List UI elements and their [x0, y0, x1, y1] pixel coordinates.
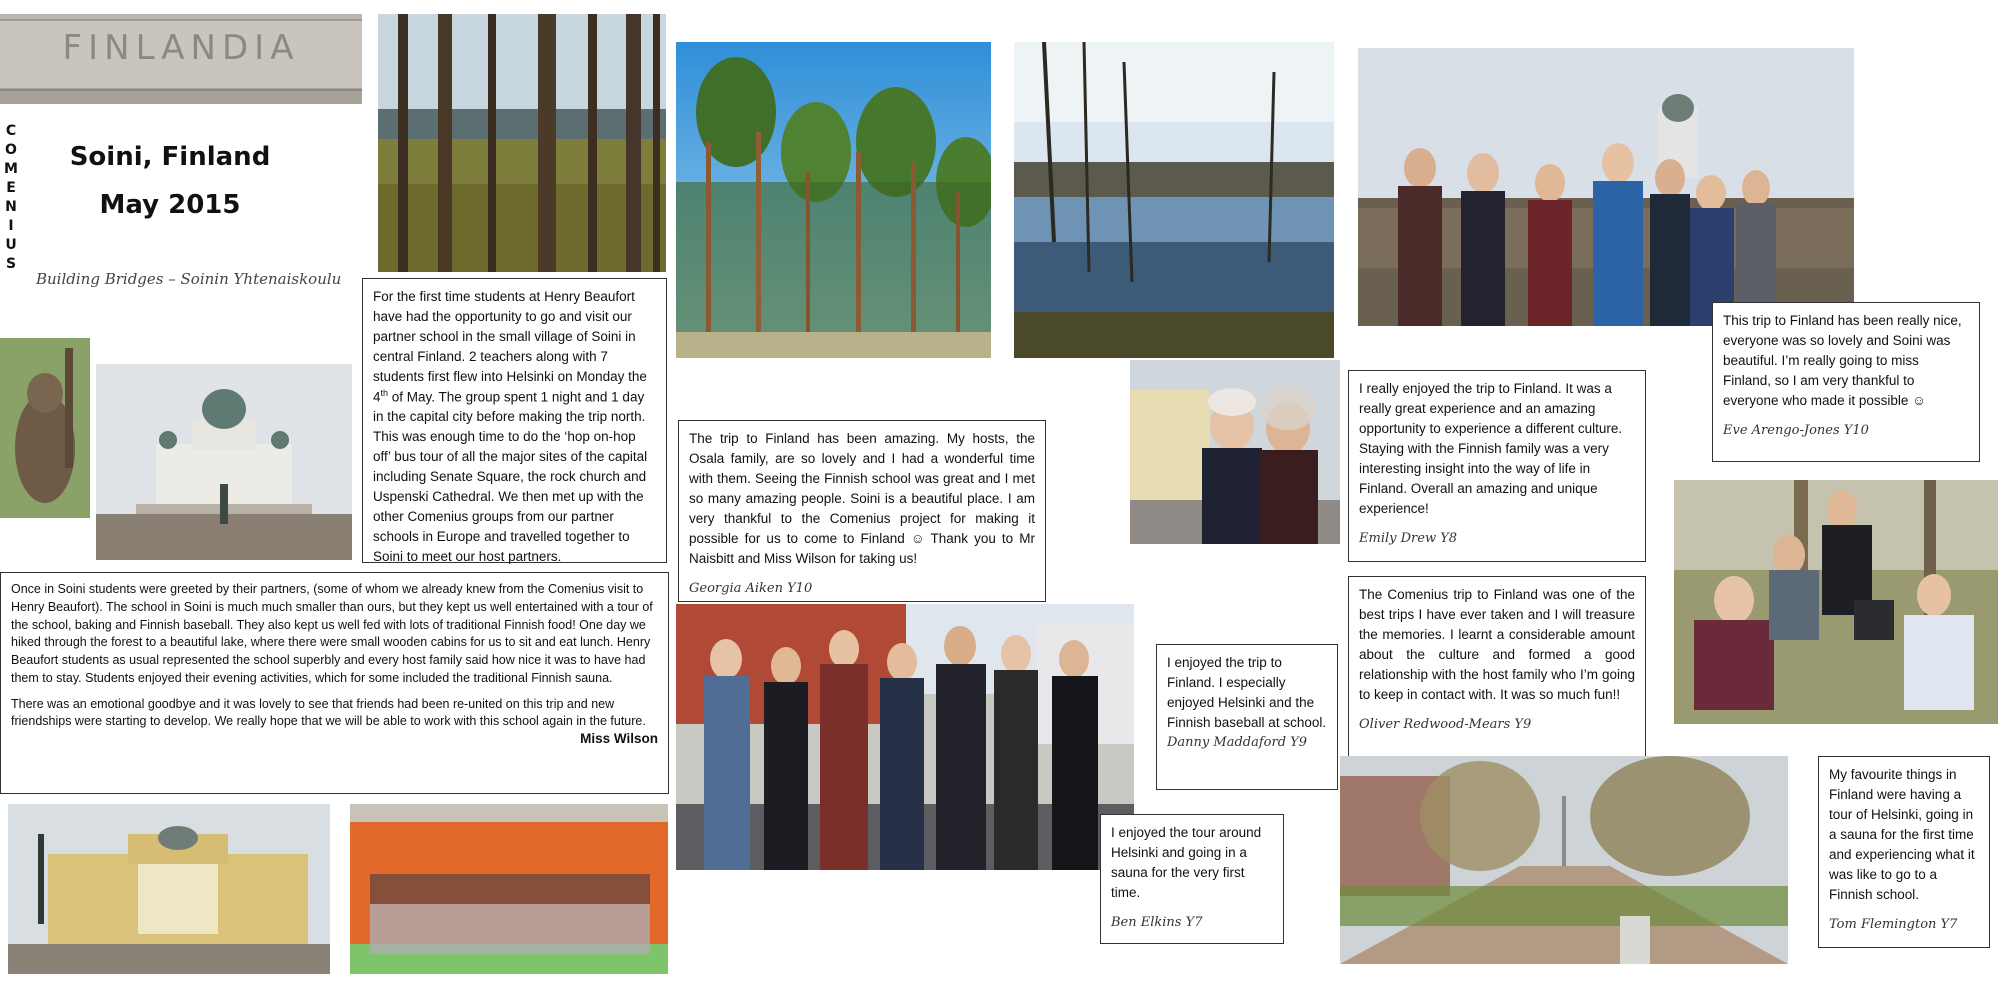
quote-text: I enjoyed the tour around Helsinki and going in a sauna for the very first time. — [1111, 825, 1262, 900]
group-photo-school — [676, 604, 1134, 870]
vertical-letter: O — [5, 142, 17, 158]
quote-ben — [1100, 814, 1284, 944]
soini-article — [0, 572, 669, 794]
quote-author: Georgia Aiken Y10 — [689, 580, 813, 596]
intro-article — [362, 278, 667, 563]
quote-author: Emily Drew Y8 — [1359, 530, 1458, 546]
quote-tom — [1818, 756, 1990, 948]
vertical-letter: M — [4, 161, 18, 177]
quote-text: This trip to Finland has been really nice, everyone was so lovely and Soini was beautiful. I’m really going to miss Finland, so I am very thankful to everyone who made it possible ☺ — [1723, 313, 1962, 408]
group-photo-helsinki — [1358, 48, 1854, 326]
article-author: Miss Wilson — [580, 731, 658, 746]
quote-author: Tom Flemington Y7 — [1829, 916, 1958, 932]
vertical-letter: N — [5, 199, 17, 215]
quote-eve — [1712, 302, 1980, 462]
intro-text-part1: For the first time students at Henry Beaufort have had the opportunity to go and visit our partner school in the small village of Soini in central Finland. 2 teachers along with 7 students first flew into Helsinki on Monday the 4 — [373, 289, 647, 405]
vertical-letter: I — [8, 218, 14, 234]
intro-ordinal-suffix: th — [380, 387, 389, 398]
quote-author: Oliver Redwood-Mears Y9 — [1359, 716, 1532, 732]
students-forest-photo — [1674, 480, 1998, 724]
article-paragraph: Once in Soini students were greeted by their partners, (some of whom we already knew from the Comenius visit to Henry Beaufort). The school in Soini is much much smaller than ours, but they kept us well entertained with a tour of the school, baking and Finnish baseball. They also kept us well fed with lots of traditional Finnish food! One day we hiked through the forest to a beautiful lake, where there were small wooden cabins for us to sit and eat lunch. Henry Beaufort students as usual represented the school superbly and every host family said how nice it was to have had them to stay. Students enjoyed their evening activities, which for some included the traditional Finnish sauna. — [11, 582, 653, 685]
senate-square-photo — [8, 804, 330, 974]
quote-text: The Comenius trip to Finland was one of the best trips I have ever taken and I will treasure the memories. I learnt a considerable amount about the culture and formed a good relationship with the host family who I’m going to keep in contact with. It was so much fun!! — [1359, 587, 1635, 702]
quote-author: Ben Elkins Y7 — [1111, 914, 1203, 930]
forest-lake-photo — [378, 14, 666, 272]
quote-oliver — [1348, 576, 1646, 772]
page-subtitle-date: May 2015 — [99, 190, 241, 220]
monument-lettering: FINLANDIA — [62, 28, 300, 68]
quote-georgia — [678, 420, 1046, 602]
quote-text: The trip to Finland has been amazing. My hosts, the Osala family, are so lovely and I had a wonderful time with them. Seeing the Finnish school was great and I met so many amazing people. Soini is a beautiful place. I am very thankful to the Comenius project for making it possible for us to come to Finland ☺ Thank you to Mr Naisbitt and Miss Wilson for taking us! — [689, 431, 1035, 566]
vertical-letter: U — [5, 237, 17, 253]
large-group-photo — [350, 804, 668, 974]
quote-text: I really enjoyed the trip to Finland. It was a really great experience and an amazing opportunity to experience a different culture. Staying with the Finnish family was a very interesting insight into the way of life in Finland. Overall an amazing and unique experience! — [1359, 381, 1623, 516]
two-girls-photo — [1130, 360, 1340, 544]
vertical-letter: S — [5, 256, 17, 272]
article-paragraph: There was an emotional goodbye and it was lovely to see that friends had been re-united on this trip and new friendships were starting to develop. We really hope that we will be able to work with this school again in the future. — [11, 696, 646, 729]
page-tagline: Building Bridges – Soinin Yhtenaiskoulu — [36, 270, 342, 288]
helsinki-esplanade-photo — [1340, 756, 1788, 964]
vertical-letter: C — [5, 123, 17, 139]
quote-text: My favourite things in Finland were having a tour of Helsinki, going in a sauna for the first time and experiencing what it was like to go to a Finnish school. — [1829, 767, 1975, 902]
reflective-lake-photo — [1014, 42, 1334, 358]
quote-author: Eve Arengo-Jones Y10 — [1723, 422, 1869, 438]
intro-text-part2: of May. The group spent 1 night and 1 day in the capital city before making the trip north. This was enough time to do the ‘hop on-hop off’ bus tour of all the major sites of the capital including Senate Square, the rock church and Uspenski Cathedral. We then met up with the other Comenius groups from our partner schools in Europe and travelled together to Soini to meet our host partners. — [373, 389, 648, 565]
quote-text: I enjoyed the trip to Finland. I especially enjoyed Helsinki and the Finnish baseball at school. — [1167, 655, 1327, 730]
quote-danny — [1156, 644, 1338, 790]
wooden-carving-photo — [0, 338, 90, 518]
quote-emily — [1348, 370, 1646, 562]
finlandia-monument-photo — [0, 14, 362, 104]
comenius-vertical-label — [4, 122, 18, 274]
quote-author: Danny Maddaford Y9 — [1167, 734, 1308, 750]
page-title: Soini, Finland — [69, 142, 271, 172]
vertical-letter: E — [6, 180, 16, 196]
helsinki-cathedral-photo — [96, 364, 352, 560]
pine-trees-sky-photo — [676, 42, 991, 358]
